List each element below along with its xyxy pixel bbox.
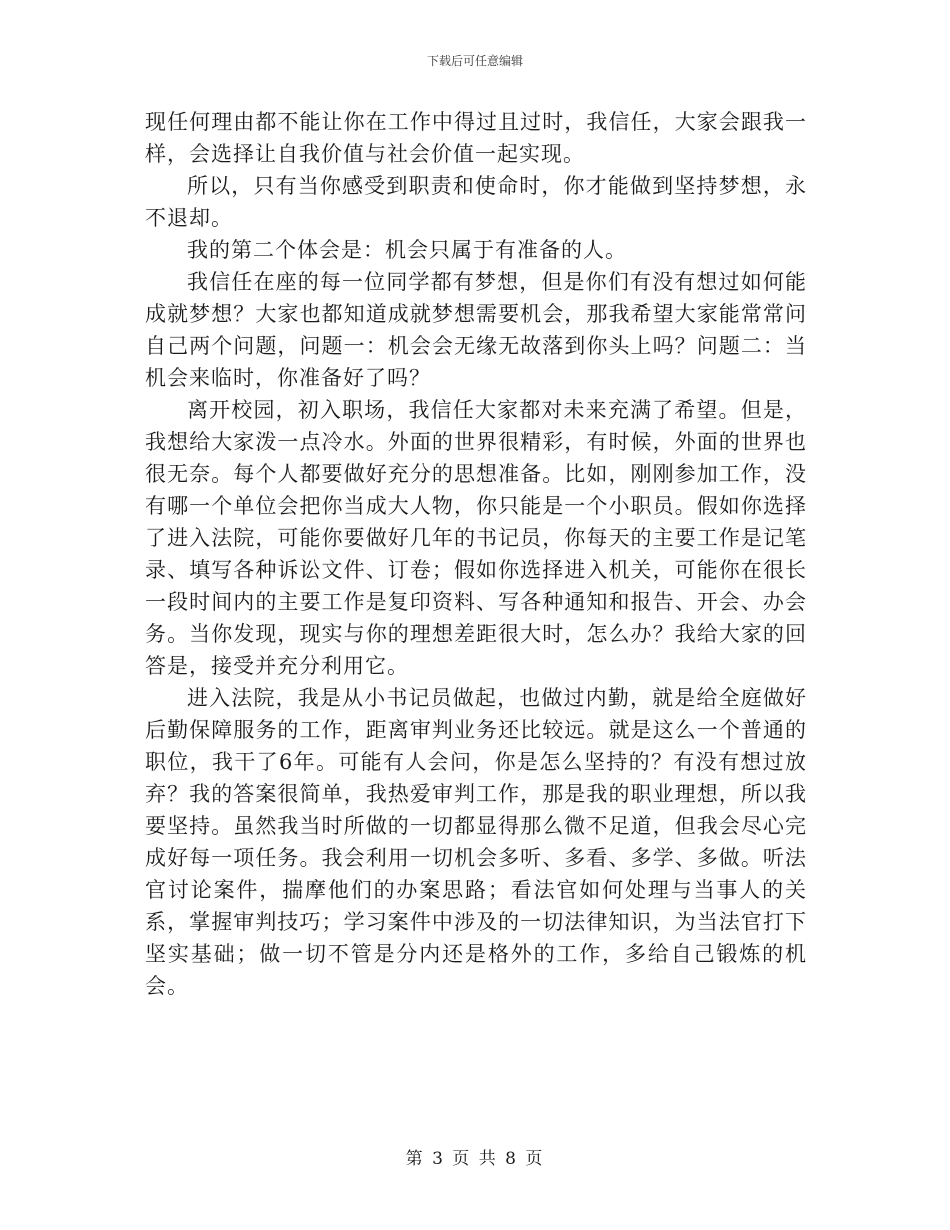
paragraph: 离开校园，初入职场，我信任大家都对未来充满了希望。但是，我想给大家泼一点冷水。外面的世界很精彩，有时候，外面的世界也很无奈。每个人都要做好充分的思想准备。比如，刚刚参加工作，没有哪一个单位会把你当成大人物，你只能是一个小职员。假如你选择了进入法院，可能你要做好几年的书记员，你每天的主要工作是记笔录、填写各种诉讼文件、订卷；假如你选择进入机关，可能你在很长一段时间内的主要工作是复印资料、写各种通知和报告、开会、办会务。当你发现，现实与你的理想差距很大时，怎么办？我给大家的回答是，接受并充分利用它。 xyxy=(145,398,807,678)
paragraph: 现任何理由都不能让你在工作中得过且过时，我信任，大家会跟我一样，会选择让自我价值与社会价值一起实现。 xyxy=(145,110,807,166)
paragraph: 所以，只有当你感受到职责和使命时，你才能做到坚持梦想，永不退却。 xyxy=(145,174,807,230)
paragraph: 进入法院，我是从小书记员做起，也做过内勤，就是给全庭做好后勤保障服务的工作，距离审判业务还比较远。就是这么一个普通的职位，我干了6年。可能有人会问，你是怎么坚持的？有没有想过放弃？我的答案很简单，我热爱审判工作，那是我的职业理想，所以我要坚持。虽然我当时所做的一切都显得那么微不足道，但我会尽心完成好每一项任务。我会利用一切机会多听、多看、多学、多做。听法官讨论案件，揣摩他们的办案思路；看法官如何处理与当事人的关系，掌握审判技巧；学习案件中涉及的一切法律知识，为当法官打下坚实基础；做一切不管是分内还是格外的工作，多给自己锻炼的机会。 xyxy=(145,686,807,998)
paragraph: 我信任在座的每一位同学都有梦想，但是你们有没有想过如何能成就梦想？大家也都知道成就梦想需要机会，那我希望大家能常常问自己两个问题，问题一：机会会无缘无故落到你头上吗？问题二：当机会来临时，你准备好了吗？ xyxy=(145,270,807,390)
page-header: 下载后可任意编辑 xyxy=(426,54,523,68)
document-body xyxy=(145,106,807,1002)
paragraph: 我的第二个体会是：机会只属于有准备的人。 xyxy=(187,238,627,262)
page-number: 第 3 页 共 8 页 xyxy=(405,1149,545,1169)
